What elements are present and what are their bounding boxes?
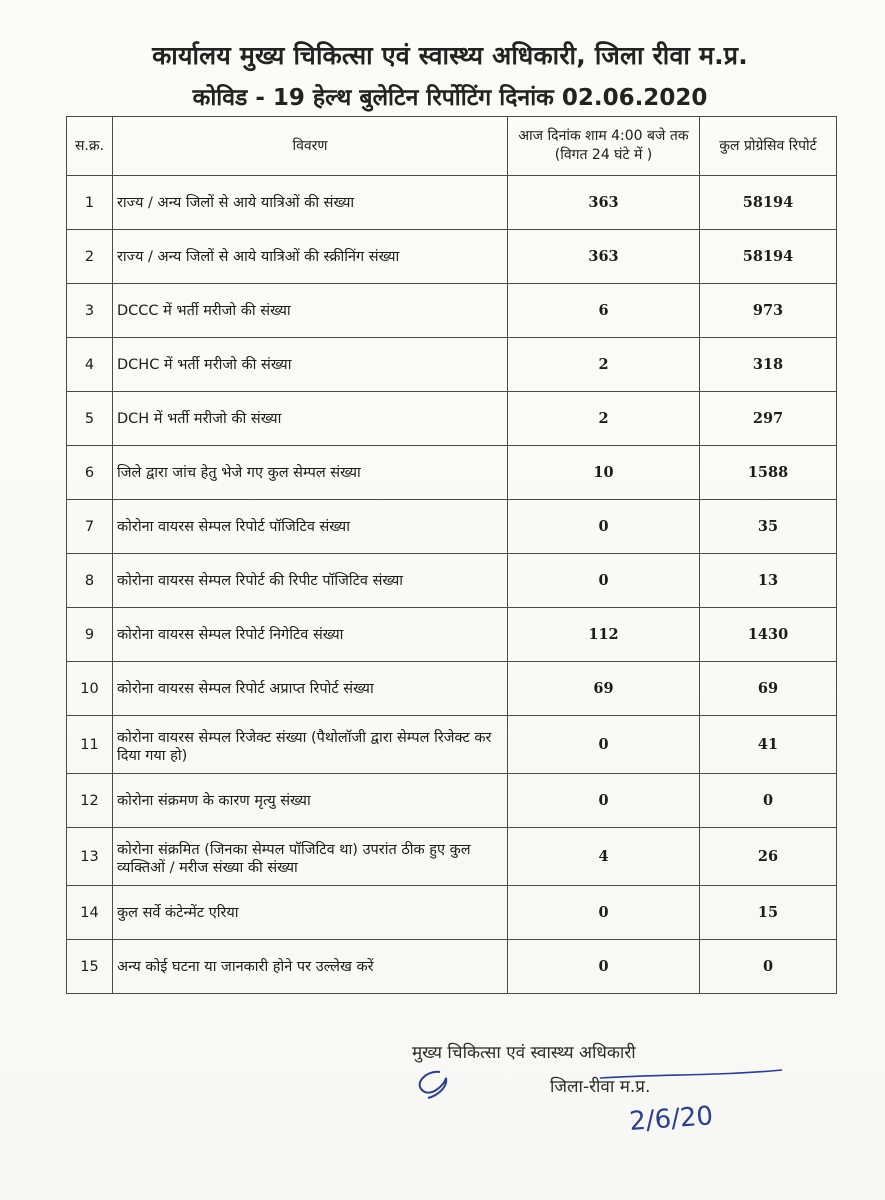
row-serial-number: 5 <box>67 392 113 446</box>
table-header-row <box>67 117 837 176</box>
row-today-value: 0 <box>508 774 700 828</box>
bulletin-title: कोविड - 19 हेल्थ बुलेटिन रिर्पोटिंग दिनांक 02.06.2020 <box>192 85 708 111</box>
row-today-value: 0 <box>508 940 700 994</box>
table-row <box>67 230 837 284</box>
row-total-value: 297 <box>700 392 837 446</box>
row-serial-number: 2 <box>67 230 113 284</box>
row-today-value: 363 <box>508 176 700 230</box>
row-today-value: 112 <box>508 608 700 662</box>
table-row <box>67 940 837 994</box>
table-row <box>67 828 837 886</box>
row-description: कोरोना संक्रमण के कारण मृत्यु संख्या <box>113 774 508 828</box>
row-description: अन्य कोई घटना या जानकारी होने पर उल्लेख करें <box>113 940 508 994</box>
row-serial-number: 10 <box>67 662 113 716</box>
row-serial-number: 14 <box>67 886 113 940</box>
row-today-value: 0 <box>508 500 700 554</box>
row-description: DCCC में भर्ती मरीजो की संख्या <box>113 284 508 338</box>
row-total-value: 58194 <box>700 176 837 230</box>
table-row <box>67 554 837 608</box>
table-row <box>67 608 837 662</box>
row-today-value: 0 <box>508 554 700 608</box>
table-row <box>67 176 837 230</box>
signature-scribble <box>420 1072 447 1098</box>
row-description: कोरोना वायरस सेम्पल रिजेक्ट संख्या (पैथोलॉजी द्वारा सेम्पल रिजेक्ट कर दिया गया हो) <box>113 716 508 774</box>
handwritten-signature <box>400 1060 800 1140</box>
row-description: कोरोना वायरस सेम्पल रिपोर्ट निगेटिव संख्या <box>113 608 508 662</box>
row-today-value: 4 <box>508 828 700 886</box>
row-total-value: 973 <box>700 284 837 338</box>
row-serial-number: 4 <box>67 338 113 392</box>
row-description: DCH में भर्ती मरीजो की संख्या <box>113 392 508 446</box>
row-today-value: 363 <box>508 230 700 284</box>
table-row <box>67 774 837 828</box>
header-description: विवरण <box>113 117 508 176</box>
row-serial-number: 9 <box>67 608 113 662</box>
row-today-value: 0 <box>508 886 700 940</box>
row-serial-number: 1 <box>67 176 113 230</box>
row-description: कोरोना वायरस सेम्पल रिपोर्ट अप्राप्त रिपोर्ट संख्या <box>113 662 508 716</box>
row-description: कोरोना वायरस सेम्पल रिपोर्ट पॉजिटिव संख्या <box>113 500 508 554</box>
row-description: राज्य / अन्य जिलों से आये यात्रिओं की स्क्रीनिंग संख्या <box>113 230 508 284</box>
table-row <box>67 886 837 940</box>
table-row <box>67 446 837 500</box>
table-row <box>67 392 837 446</box>
row-serial-number: 6 <box>67 446 113 500</box>
row-today-value: 2 <box>508 338 700 392</box>
row-serial-number: 7 <box>67 500 113 554</box>
table-row <box>67 338 837 392</box>
row-today-value: 69 <box>508 662 700 716</box>
row-serial-number: 3 <box>67 284 113 338</box>
row-total-value: 15 <box>700 886 837 940</box>
row-serial-number: 15 <box>67 940 113 994</box>
signatory-designation: मुख्य चिकित्सा एवं स्वास्थ्य अधिकारी <box>412 1043 636 1063</box>
row-total-value: 1588 <box>700 446 837 500</box>
header-total: कुल प्रोग्रेसिव रिपोर्ट <box>700 117 837 176</box>
row-serial-number: 8 <box>67 554 113 608</box>
table-row <box>67 662 837 716</box>
row-total-value: 0 <box>700 940 837 994</box>
row-description: DCHC में भर्ती मरीजो की संख्या <box>113 338 508 392</box>
table-row <box>67 716 837 774</box>
header-serial-number: स.क्र. <box>67 117 113 176</box>
row-description: राज्य / अन्य जिलों से आये यात्रिओं की संख्या <box>113 176 508 230</box>
row-description: कोरोना संक्रमित (जिनका सेम्पल पॉजिटिव था) उपरांत ठीक हुए कुल व्यक्तिओं / मरीज संख्या की संख्या <box>113 828 508 886</box>
row-serial-number: 12 <box>67 774 113 828</box>
signature-underline <box>600 1070 782 1078</box>
row-description: कुल सर्वे कंटेन्मेंट एरिया <box>113 886 508 940</box>
row-today-value: 2 <box>508 392 700 446</box>
header-today: आज दिनांक शाम 4:00 बजे तक (विगत 24 घंटे में ) <box>508 117 700 176</box>
row-today-value: 10 <box>508 446 700 500</box>
row-total-value: 0 <box>700 774 837 828</box>
row-serial-number: 13 <box>67 828 113 886</box>
office-title: कार्यालय मुख्य चिकित्सा एवं स्वास्थ्य अधिकारी, जिला रीवा म.प्र. <box>152 41 748 70</box>
row-serial-number: 11 <box>67 716 113 774</box>
row-total-value: 58194 <box>700 230 837 284</box>
table-row <box>67 500 837 554</box>
row-total-value: 41 <box>700 716 837 774</box>
row-description: कोरोना वायरस सेम्पल रिपोर्ट की रिपीट पॉजिटिव संख्या <box>113 554 508 608</box>
row-total-value: 69 <box>700 662 837 716</box>
row-total-value: 318 <box>700 338 837 392</box>
bulletin-table <box>66 116 837 994</box>
table-row <box>67 284 837 338</box>
signature-date: 2/6/20 <box>628 1101 714 1137</box>
row-total-value: 13 <box>700 554 837 608</box>
row-total-value: 35 <box>700 500 837 554</box>
signatory-district: जिला-रीवा म.प्र. <box>550 1077 651 1097</box>
row-total-value: 26 <box>700 828 837 886</box>
row-total-value: 1430 <box>700 608 837 662</box>
row-today-value: 6 <box>508 284 700 338</box>
row-description: जिले द्वारा जांच हेतु भेजे गए कुल सेम्पल संख्या <box>113 446 508 500</box>
row-today-value: 0 <box>508 716 700 774</box>
